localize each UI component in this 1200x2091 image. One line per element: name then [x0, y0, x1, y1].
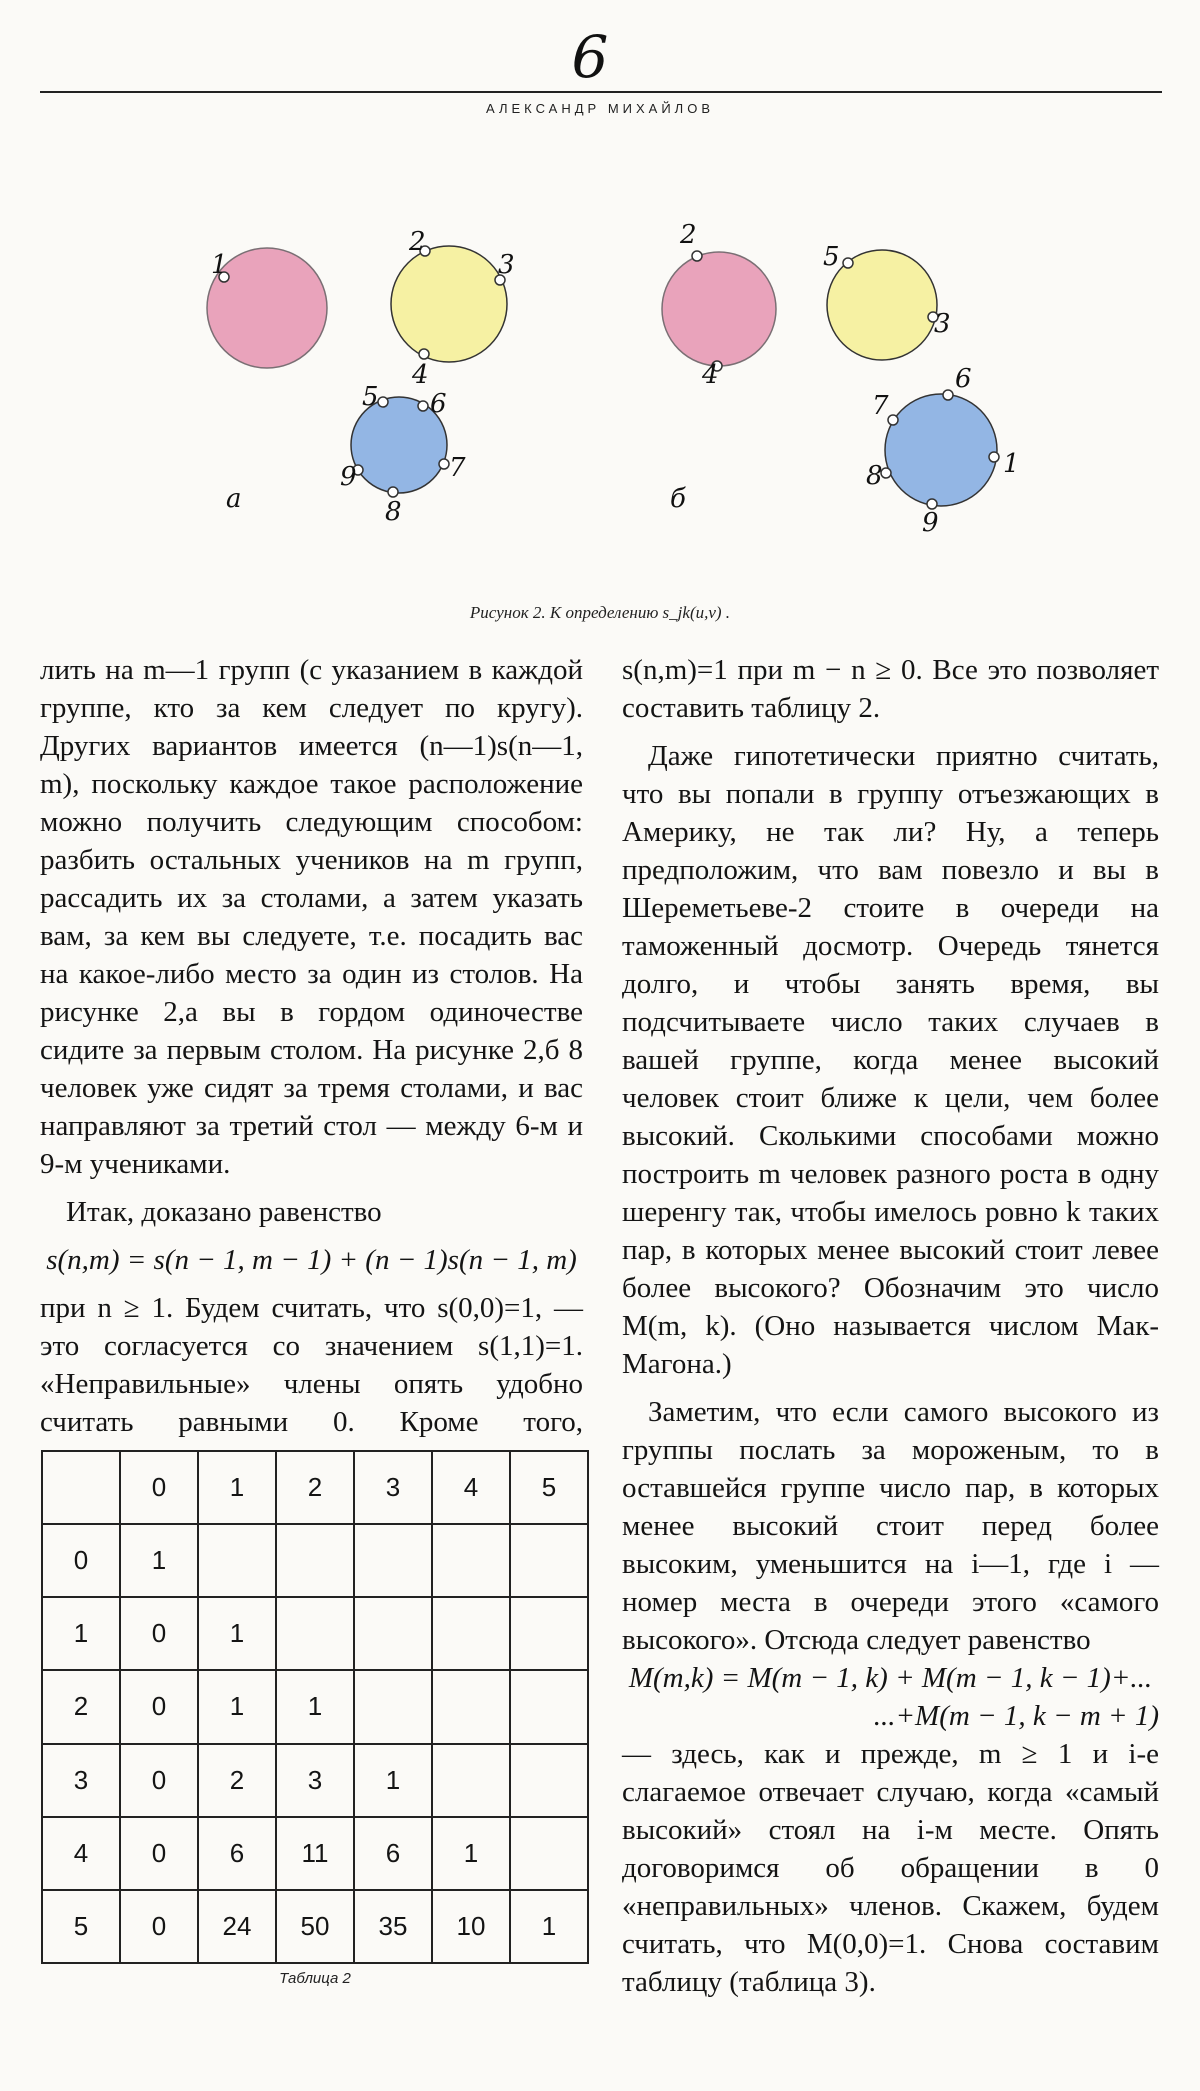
table-2-caption: Таблица 2: [279, 1970, 351, 1987]
table-cell: 2: [198, 1744, 276, 1817]
figure-2: [0, 200, 1200, 580]
table-cell: 11: [276, 1817, 354, 1890]
table-cell: 1: [354, 1744, 432, 1817]
paragraph: Итак, доказано равенство: [66, 1196, 382, 1228]
paragraph: s(n,m)=1 при m − n ≥ 0. Все это позволяет составить таблицу 2.: [622, 654, 1159, 724]
equation-continuation: ...+M(m − 1, k − m + 1): [873, 1700, 1159, 1732]
table-cell: 4: [432, 1451, 510, 1524]
table-cell: [198, 1524, 276, 1597]
table-cell: 35: [354, 1890, 432, 1963]
table-cell: 1: [198, 1451, 276, 1524]
figure-part-a: [207, 227, 515, 527]
seat-label: 9: [922, 508, 939, 538]
table-cell: 4: [42, 1817, 120, 1890]
paragraph: при n ≥ 1. Будем считать, что s(0,0)=1, — это согласуется со значением s(1,1)=1. «Неправильные» члены опять удобно считать равными 0. Кроме того,: [40, 1292, 583, 1438]
table-cell: 50: [276, 1890, 354, 1963]
circle-b-pink: [662, 252, 776, 366]
left-column: [40, 651, 583, 1441]
table-cell: [432, 1670, 510, 1743]
table-cell: [432, 1524, 510, 1597]
table-row: [42, 1890, 588, 1963]
table-cell: [510, 1524, 588, 1597]
seat-label: 5: [823, 242, 840, 272]
table-cell: [354, 1524, 432, 1597]
figure-part-b: [662, 220, 1020, 538]
table-cell: 1: [510, 1890, 588, 1963]
page-number: 6: [571, 23, 609, 91]
table-cell: 3: [354, 1451, 432, 1524]
equation: s(n,m) = s(n − 1, m − 1) + (n − 1)s(n − 1, m): [46, 1244, 577, 1276]
seat-label: 8: [866, 461, 883, 491]
table-cell: [354, 1597, 432, 1670]
table-cell: [510, 1744, 588, 1817]
table-cell: 5: [42, 1890, 120, 1963]
seat-label: 6: [430, 389, 447, 419]
seat-label: 9: [340, 462, 357, 492]
paragraph: — здесь, как и прежде, m ≥ 1 и i-е слагаемое отвечает случаю, когда «самый высокий» стоял на i-м месте. Опять договоримся об обращении в 0 «неправильных» членов. Скажем, будем считать, что M(0,0)=1. Снова составим таблицу (таблица 3).: [622, 1738, 1159, 1998]
circle-a-yellow: [391, 246, 507, 362]
seat-label: 4: [702, 360, 719, 390]
table-cell: [432, 1744, 510, 1817]
table-cell: [510, 1817, 588, 1890]
seat-label: 4: [412, 360, 429, 390]
seat-label: 1: [211, 250, 228, 280]
figure-caption: Рисунок 2. К определению s_jk(u,v) .: [469, 603, 731, 622]
table-row: [42, 1597, 588, 1670]
right-column: [622, 651, 1159, 2001]
table-cell: [432, 1597, 510, 1670]
table-row: [42, 1670, 588, 1743]
seat-label: 2: [680, 220, 697, 250]
table-row: [42, 1744, 588, 1817]
table-cell: 0: [42, 1524, 120, 1597]
circle-b-blue: [885, 394, 997, 506]
table-cell: 0: [120, 1597, 198, 1670]
seat-label: 3: [498, 250, 515, 280]
table-cell: 0: [120, 1817, 198, 1890]
table-cell: [510, 1597, 588, 1670]
equation: M(m,k) = M(m − 1, k) + M(m − 1, k − 1)+...: [628, 1662, 1153, 1694]
seat-label: 7: [449, 453, 466, 483]
table-cell: 1: [120, 1524, 198, 1597]
table-cell: 10: [432, 1890, 510, 1963]
table-cell: 1: [276, 1670, 354, 1743]
paragraph: Даже гипотетически приятно считать, что вы попали в группу отъезжающих в Америку, не так ли? Ну, а теперь предположим, что вам повезло и вы в Шереметьеве-2 стоите в очереди на таможенный досмотр. Очередь тянется долго, и чтобы занять время, вы подсчитываете число таких случаев в вашей группе, когда менее высокий человек стоит ближе к цели, чем более высокий. Сколькими способами можно построить m человек разного роста в одну шеренгу так, чтобы имелось ровно k таких пар, в которых менее высокий стоит левее более высокого? Обозначим это число M(m, k). (Оно называется числом Мак- Магона.): [622, 740, 1159, 1380]
table-cell: 2: [276, 1451, 354, 1524]
seat-label: 7: [872, 391, 889, 421]
header-rule: [40, 91, 1162, 93]
table-cell: 6: [354, 1817, 432, 1890]
table-cell: 1: [198, 1670, 276, 1743]
table-cell: 1: [42, 1597, 120, 1670]
table-cell: 2: [42, 1670, 120, 1743]
table-cell: [276, 1597, 354, 1670]
table-cell: 0: [120, 1890, 198, 1963]
running-header-author: АЛЕКСАНДР МИХАЙЛОВ: [485, 101, 714, 116]
table-cell: [42, 1451, 120, 1524]
table-row: [42, 1524, 588, 1597]
table-cell: 1: [198, 1597, 276, 1670]
seat-label: 8: [385, 497, 402, 527]
table-cell: 24: [198, 1890, 276, 1963]
figure-part-b-label: б: [670, 484, 686, 514]
table-cell: 3: [276, 1744, 354, 1817]
table-cell: 6: [198, 1817, 276, 1890]
table-row: [42, 1817, 588, 1890]
table-cell: 1: [432, 1817, 510, 1890]
table-cell: 0: [120, 1744, 198, 1817]
table-cell: 0: [120, 1451, 198, 1524]
table-header-row: [42, 1451, 588, 1524]
table-cell: [510, 1670, 588, 1743]
seat-label: 5: [362, 382, 379, 412]
seat-label: 1: [1003, 449, 1020, 479]
seat-label: 3: [934, 309, 951, 339]
figure-part-a-label: а: [226, 484, 242, 514]
table-2: [41, 1450, 589, 1964]
table-cell: 0: [120, 1670, 198, 1743]
table-cell: [276, 1524, 354, 1597]
table-cell: 5: [510, 1451, 588, 1524]
table-cell: 3: [42, 1744, 120, 1817]
seat-label: 2: [409, 227, 426, 257]
paragraph: Заметим, что если самого высокого из группы послать за мороженым, то в оставшейся группе число пар, в которых менее высокий стоит перед более высоким, уменьшится на i—1, где i — номер места в очереди этого «самого высокого». Отсюда следует равенство: [622, 1396, 1159, 1656]
seat-label: 6: [955, 364, 972, 394]
paragraph: лить на m—1 групп (с указанием в каждой группе, кто за кем следует по кругу). Других вариантов имеется (n—1)s(n—1, m), поскольку каждое такое расположение можно получить следующим способом: разбить остальных учеников на m групп, рассадить их за столами, а затем указать вам, за кем вы следуете, т.е. посадить вас на какое-либо место за один из столов. На рисунке 2,а вы в гордом одиночестве сидите за первым столом. На рисунке 2,б 8 человек уже сидят за тремя столами, и вас направляют за третий стол — между 6-м и 9-м учениками.: [40, 654, 583, 1180]
table-cell: [354, 1670, 432, 1743]
